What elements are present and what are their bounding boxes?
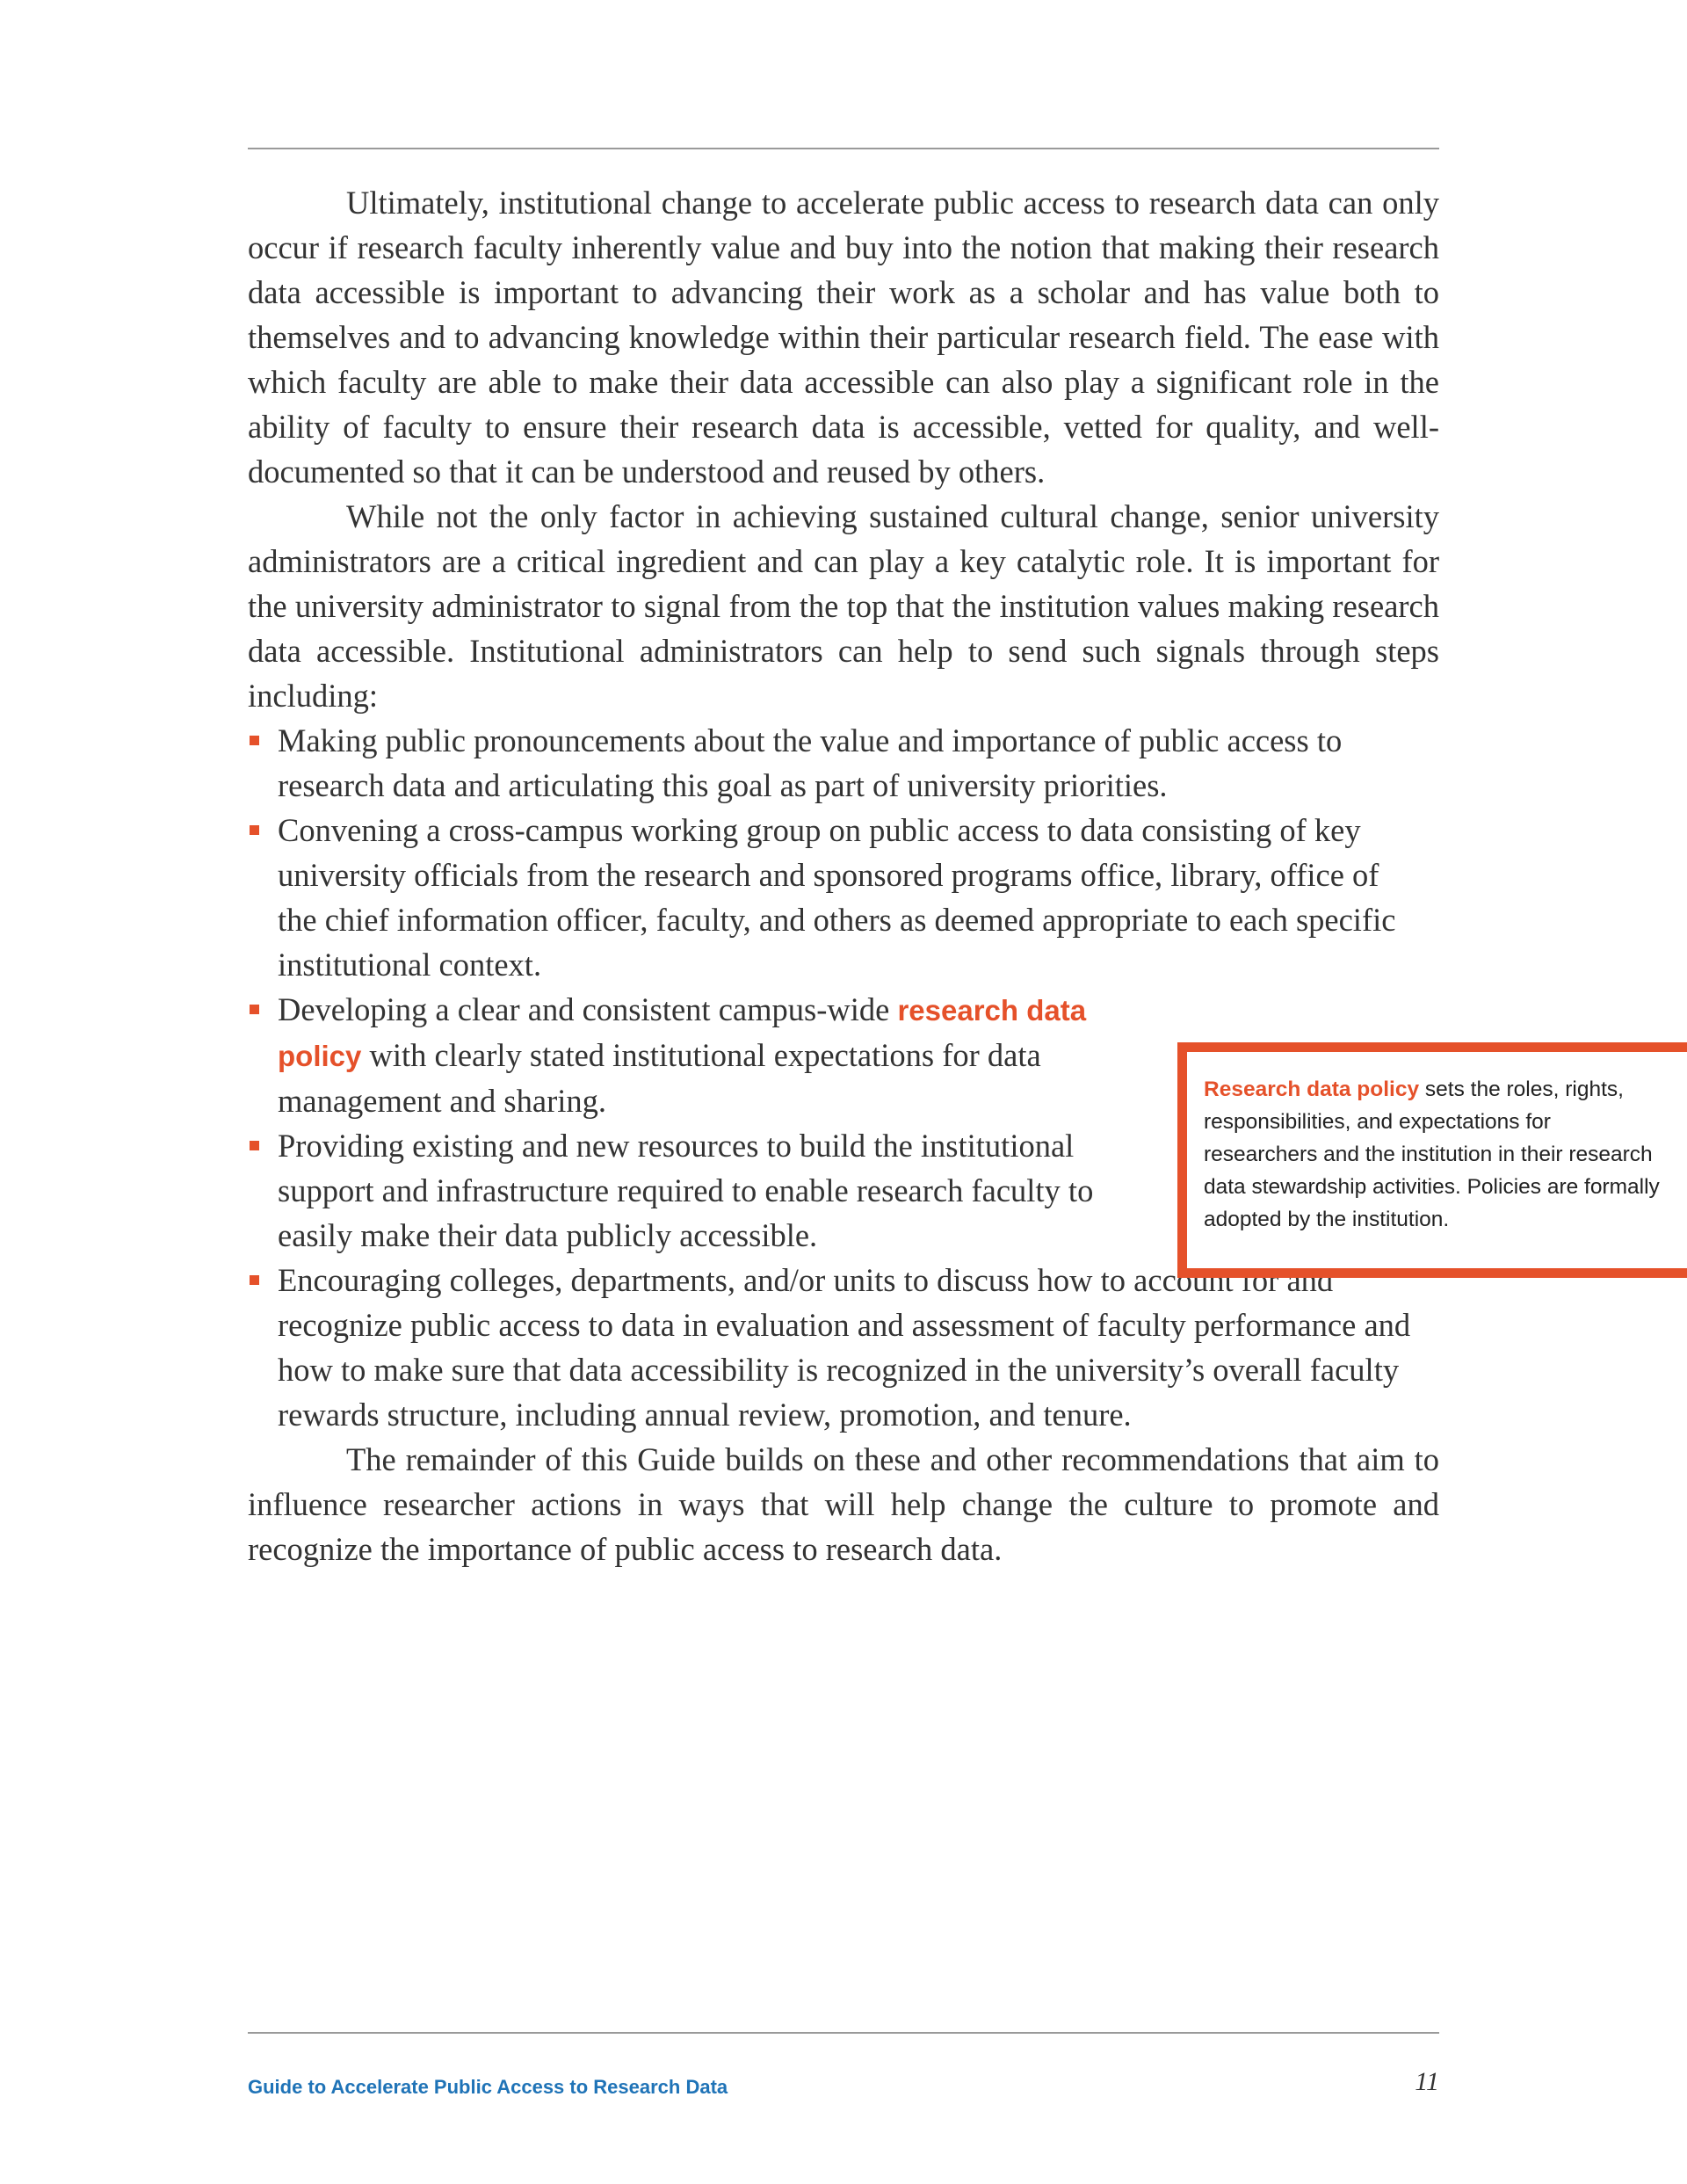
list-item	[248, 718, 1411, 808]
list-item-text: Providing existing and new resources to build the institutional support and infrastructure required to enable research faculty to easily make their data publicly accessible.	[278, 1128, 1094, 1253]
square-bullet-icon	[250, 1141, 259, 1150]
list-item-text-after: with clearly stated institutional expectations for data management and sharing.	[278, 1037, 1041, 1119]
paragraph-2: While not the only factor in achieving sustained cultural change, senior university administrators are a critical ingredient and can play a key catalytic role. It is important for the university administrator to signal from the top that the institution values making research data accessible. Institutional administrators can help to send such signals through steps including:	[248, 498, 1439, 714]
list-item	[248, 1123, 1165, 1258]
top-divider	[248, 148, 1439, 149]
list-item	[248, 1258, 1455, 1437]
research-data-policy-term: research data policy	[278, 994, 1087, 1072]
callout-definition: sets the roles, rights, responsibilities, and expectations for researchers and the institution in their research data stewardship activities. Policies are formally adopted by the institution.	[1204, 1077, 1660, 1231]
list-item-text: Making public pronouncements about the value and importance of public access to research data and articulating this goal as part of university priorities.	[278, 722, 1343, 803]
list-item-text: Encouraging colleges, departments, and/or units to discuss how to account for and recognize public access to data in evaluation and assessment of faculty performance and how to make sure that data accessibility is recognized in the university’s overall faculty rewards structure, including annual review, promotion, and tenure.	[278, 1262, 1411, 1433]
callout-term: Research data policy	[1204, 1077, 1420, 1101]
list-item	[248, 987, 1165, 1123]
paragraph-1: Ultimately, institutional change to accelerate public access to research data can only occur if research faculty inherently value and buy into the notion that making their research data accessible is important to advancing their work as a scholar and has value both to themselves and to advancing knowledge within their particular research field. The ease with which faculty are able to make their data accessible can also play a significant role in the ability of faculty to ensure their research data is accessible, vetted for quality, and well-documented so that it can be understood and reused by others.	[248, 185, 1439, 490]
square-bullet-icon	[250, 825, 259, 835]
square-bullet-icon	[250, 1005, 259, 1014]
footer-title: Guide to Accelerate Public Access to Research Data	[248, 2076, 728, 2098]
list-item-text-before: Developing a clear and consistent campus-wide	[278, 991, 898, 1027]
list-item	[248, 808, 1411, 987]
main-body	[248, 180, 1439, 1571]
page-number: 11	[1415, 2067, 1439, 2096]
square-bullet-icon	[250, 1275, 259, 1285]
bottom-divider	[248, 2032, 1439, 2034]
definition-callout	[1177, 1042, 1687, 1278]
paragraph-3: The remainder of this Guide builds on these and other recommendations that aim to influence researcher actions in ways that will help change the culture to promote and recognize the importance of public access to research data.	[248, 1441, 1439, 1567]
list-item-text: Convening a cross-campus working group on public access to data consisting of key university officials from the research and sponsored programs office, library, office of the chief information officer, faculty, and others as deemed appropriate to each specific institutional context.	[278, 812, 1396, 983]
square-bullet-icon	[250, 736, 259, 745]
